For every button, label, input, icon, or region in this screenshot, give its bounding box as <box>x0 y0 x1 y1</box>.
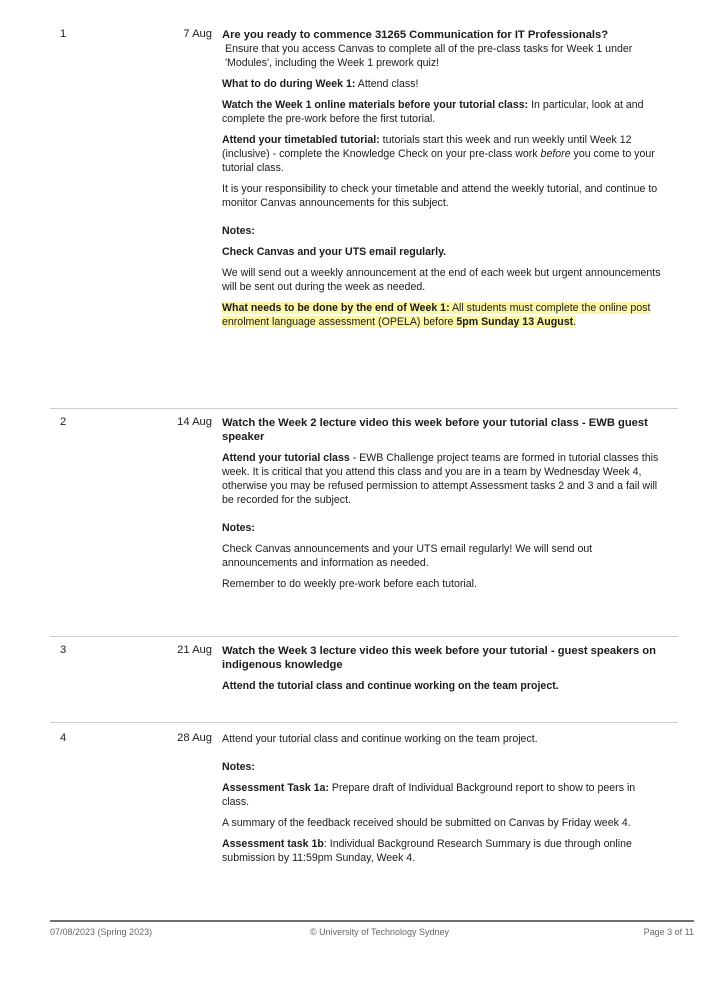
week-number: 4 <box>60 732 67 744</box>
check-paragraph: Check Canvas and your UTS email regularly. <box>222 246 447 258</box>
task1b-paragraph: Assessment task 1b: Individual Background Research Summary is due through online submission by 11:59pm Sunday, Week 4. <box>222 838 632 864</box>
week-heading: Watch the Week 2 lecture video this week before your tutorial class - EWB guest speaker <box>222 417 648 443</box>
week-content <box>222 732 662 872</box>
todo-paragraph: What to do during Week 1: Attend class! <box>222 78 419 90</box>
attend-paragraph: Attend the tutorial class and continue working on the team project. <box>222 680 559 692</box>
week-date: 14 Aug <box>177 416 212 428</box>
week-content <box>222 644 662 700</box>
deadline-paragraph: What needs to be done by the end of Week 1: All students must complete the online post enrolment language assessment (OPELA) before 5pm Sunday 13 August. <box>222 302 651 328</box>
responsibility-paragraph: It is your responsibility to check your timetable and attend the weekly tutorial, and continue to monitor Canvas announcements for this subject. <box>222 183 658 209</box>
row-divider <box>50 722 678 723</box>
week-content <box>222 416 662 598</box>
week-number: 1 <box>60 28 67 40</box>
attend-paragraph: Attend your timetabled tutorial: tutorials start this week and run weekly until Week 12 (inclusive) - complete the Knowledge Check on your pre-class work before you come to your tutorial class. <box>222 134 655 174</box>
row-divider <box>50 408 678 409</box>
attend-paragraph: Attend your tutorial class - EWB Challenge project teams are formed in tutorial classes this week. It is critical that you attend this class and you are in a team by Wednesday Week 4, otherwise you may be refused permission to attempt Assessment tasks 2 and 3 and a fail will be recorded for the subject. <box>222 452 659 506</box>
week-date: 28 Aug <box>177 732 212 744</box>
announce-paragraph: We will send out a weekly announcement at the end of each week but urgent announcements will be sent out during the week as needed. <box>222 267 661 293</box>
week-heading: Watch the Week 3 lecture video this week before your tutorial - guest speakers on indigenous knowledge <box>222 645 656 671</box>
row-divider <box>50 636 678 637</box>
notes-label: Notes: <box>222 761 255 773</box>
week-content <box>222 28 662 336</box>
watch-paragraph: Watch the Week 1 online materials before your tutorial class: In particular, look at and complete the pre-work before the first tutorial. <box>222 99 644 125</box>
footer-page-number: Page 3 of 11 <box>643 927 694 937</box>
week-date: 7 Aug <box>183 28 212 40</box>
week-number: 2 <box>60 416 67 428</box>
footer-copyright: © University of Technology Sydney <box>310 927 450 937</box>
week-number: 3 <box>60 644 67 656</box>
remember-paragraph: Remember to do weekly pre-work before each tutorial. <box>222 578 477 590</box>
footer-divider <box>50 920 694 922</box>
task1a-paragraph: Assessment Task 1a: Prepare draft of Individual Background report to show to peers in class. <box>222 782 636 808</box>
footer-date: 07/08/2023 (Spring 2023) <box>50 927 153 937</box>
week-heading: Are you ready to commence 31265 Communication for IT Professionals? <box>222 29 609 41</box>
week-date: 21 Aug <box>177 644 212 656</box>
notes-label: Notes: <box>222 225 255 237</box>
notes-label: Notes: <box>222 522 255 534</box>
attend-paragraph: Attend your tutorial class and continue working on the team project. <box>222 733 538 745</box>
summary-paragraph: A summary of the feedback received should be submitted on Canvas by Friday week 4. <box>222 817 631 829</box>
check-paragraph: Check Canvas announcements and your UTS email regularly! We will send out announcements and information as needed. <box>222 543 593 569</box>
week-intro: Ensure that you access Canvas to complete all of the pre-class tasks for Week 1 under 'Modules', including the Week 1 prework quiz! <box>225 43 633 69</box>
